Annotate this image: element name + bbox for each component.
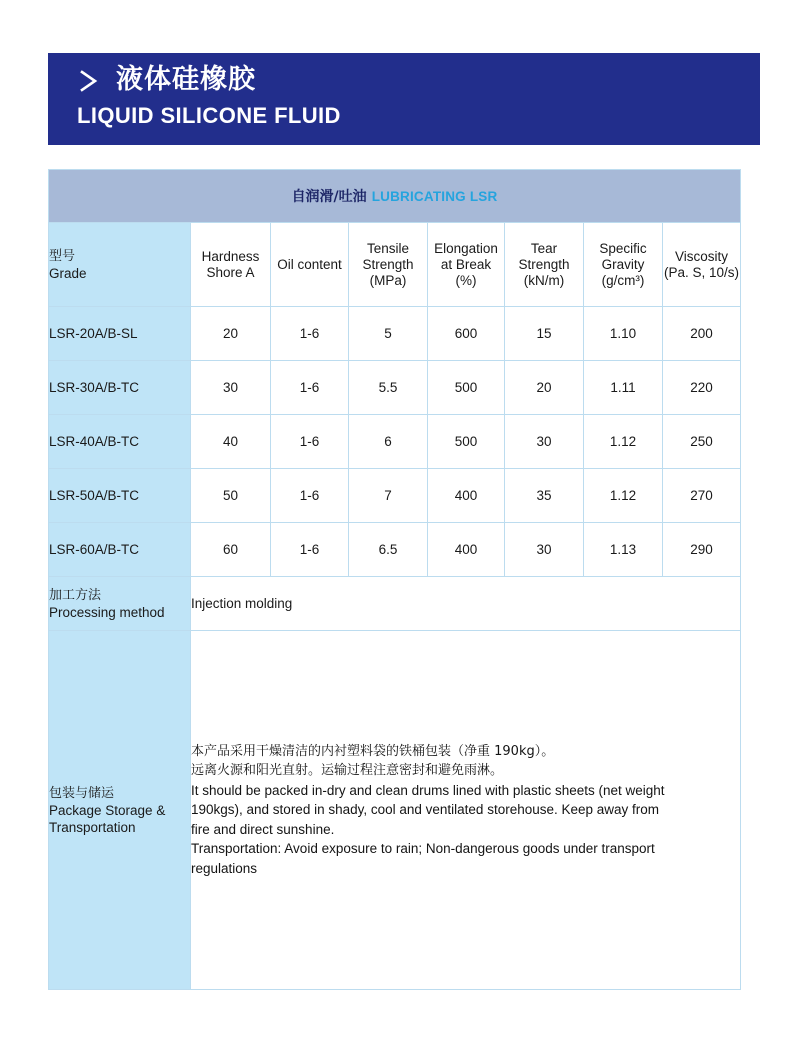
column-header-tear-l2: Strength [518,256,570,272]
table-row [49,307,741,361]
column-header-oil-content [271,223,349,307]
table-header-row [49,223,741,307]
cell-specific-gravity: 1.13 [584,523,663,577]
column-header-tear-strength [505,223,584,307]
cell-viscosity: 290 [663,523,741,577]
column-header-gravity-l1: Specific [599,240,647,256]
specification-table [48,169,741,990]
packaging-paragraph [191,742,740,879]
cell-elongation: 400 [428,523,505,577]
packaging-en-line4: Transportation: Avoid exposure to rain; Non-dangerous goods under transport [191,841,655,857]
cell-viscosity: 220 [663,361,741,415]
table-row [49,415,741,469]
subtitle-en: LUBRICATING LSR [371,189,498,204]
cell-hardness: 60 [191,523,271,577]
cell-oil-content: 1-6 [271,307,349,361]
cell-viscosity: 250 [663,415,741,469]
column-header-gravity-l3: (g/cm³) [601,272,645,288]
column-header-tensile-l1: Tensile [366,240,410,256]
table-subtitle-row [49,170,741,223]
cell-oil-content: 1-6 [271,523,349,577]
processing-method-row [49,577,741,631]
cell-tensile-strength: 7 [349,469,428,523]
column-header-hardness-l2: Shore A [206,264,255,280]
cell-specific-gravity: 1.12 [584,469,663,523]
packaging-en-line3: fire and direct sunshine. [191,821,335,837]
column-header-tensile-strength [349,223,428,307]
cell-oil-content: 1-6 [271,361,349,415]
processing-method-label-cn: 加工方法 [49,587,102,603]
column-header-tensile-l3: (MPa) [369,272,407,288]
cell-tear-strength: 30 [505,415,584,469]
cell-specific-gravity: 1.10 [584,307,663,361]
chevron-right-icon [76,68,102,94]
column-header-hardness-l1: Hardness [201,248,260,264]
subtitle-band [49,170,741,223]
cell-tensile-strength: 6.5 [349,523,428,577]
cell-specific-gravity: 1.11 [584,361,663,415]
packaging-body [191,631,741,990]
processing-method-label [49,577,191,631]
column-header-viscosity-l1: Viscosity [674,248,729,264]
packaging-en-line1: It should be packed in-dry and clean drums lined with plastic sheets (net weight [191,782,665,798]
cell-grade: LSR-50A/B-TC [49,469,191,523]
packaging-label-cn: 包装与储运 [49,785,115,801]
table-row [49,361,741,415]
cell-oil-content: 1-6 [271,469,349,523]
packaging-en-line2: 190kgs), and stored in shady, cool and ventilated storehouse. Keep away from [191,802,660,818]
cell-tensile-strength: 5.5 [349,361,428,415]
packaging-label-en-line2: Transportation [49,819,136,835]
cell-elongation: 600 [428,307,505,361]
cell-grade: LSR-60A/B-TC [49,523,191,577]
table-row [49,523,741,577]
cell-elongation: 400 [428,469,505,523]
cell-hardness: 20 [191,307,271,361]
column-header-elongation [428,223,505,307]
column-header-tear-l1: Tear [530,240,558,256]
cell-tensile-strength: 6 [349,415,428,469]
column-header-viscosity [663,223,741,307]
cell-tear-strength: 30 [505,523,584,577]
processing-method-label-en: Processing method [49,604,165,620]
cell-viscosity: 200 [663,307,741,361]
column-header-oil-content-l1: Oil content [277,256,342,272]
cell-hardness: 50 [191,469,271,523]
column-header-elongation-l2: at Break [440,256,492,272]
column-header-elongation-l3: (%) [455,272,477,288]
cell-grade: LSR-30A/B-TC [49,361,191,415]
cell-oil-content: 1-6 [271,415,349,469]
cell-specific-gravity: 1.12 [584,415,663,469]
column-header-elongation-l1: Elongation [434,240,498,256]
table-row [49,469,741,523]
cell-grade: LSR-40A/B-TC [49,415,191,469]
banner-title-row [76,64,760,96]
cell-elongation: 500 [428,415,505,469]
column-header-viscosity-l2: (Pa. S, 10/s) [663,264,740,280]
cell-tear-strength: 20 [505,361,584,415]
column-header-grade-cn: 型号 [49,248,76,264]
banner-title-en: LIQUID SILICONE FLUID [77,103,341,128]
column-header-specific-gravity [584,223,663,307]
cell-tear-strength: 15 [505,307,584,361]
banner-title-cn: 液体硅橡胶 [116,64,256,95]
packaging-label [49,631,191,990]
cell-hardness: 30 [191,361,271,415]
cell-hardness: 40 [191,415,271,469]
column-header-grade [49,223,191,307]
cell-tear-strength: 35 [505,469,584,523]
cell-viscosity: 270 [663,469,741,523]
column-header-tensile-l2: Strength [362,256,414,272]
subtitle-cn: 自润滑/吐油 [291,189,367,205]
cell-elongation: 500 [428,361,505,415]
packaging-cn-line1: 本产品采用干燥清洁的内衬塑料袋的铁桶包装（净重 190kg）。 [191,743,555,759]
column-header-hardness [191,223,271,307]
column-header-grade-en: Grade [49,265,87,281]
cell-tensile-strength: 5 [349,307,428,361]
column-header-tear-l3: (kN/m) [523,272,565,288]
processing-method-value: Injection molding [191,577,741,631]
column-header-gravity-l2: Gravity [601,256,645,272]
packaging-storage-row [49,631,741,990]
packaging-en-line5: regulations [191,860,258,876]
product-banner [48,53,760,145]
packaging-cn-line2: 远离火源和阳光直射。运输过程注意密封和避免雨淋。 [191,763,504,779]
packaging-label-en-line1: Package Storage & [49,802,166,818]
cell-grade: LSR-20A/B-SL [49,307,191,361]
